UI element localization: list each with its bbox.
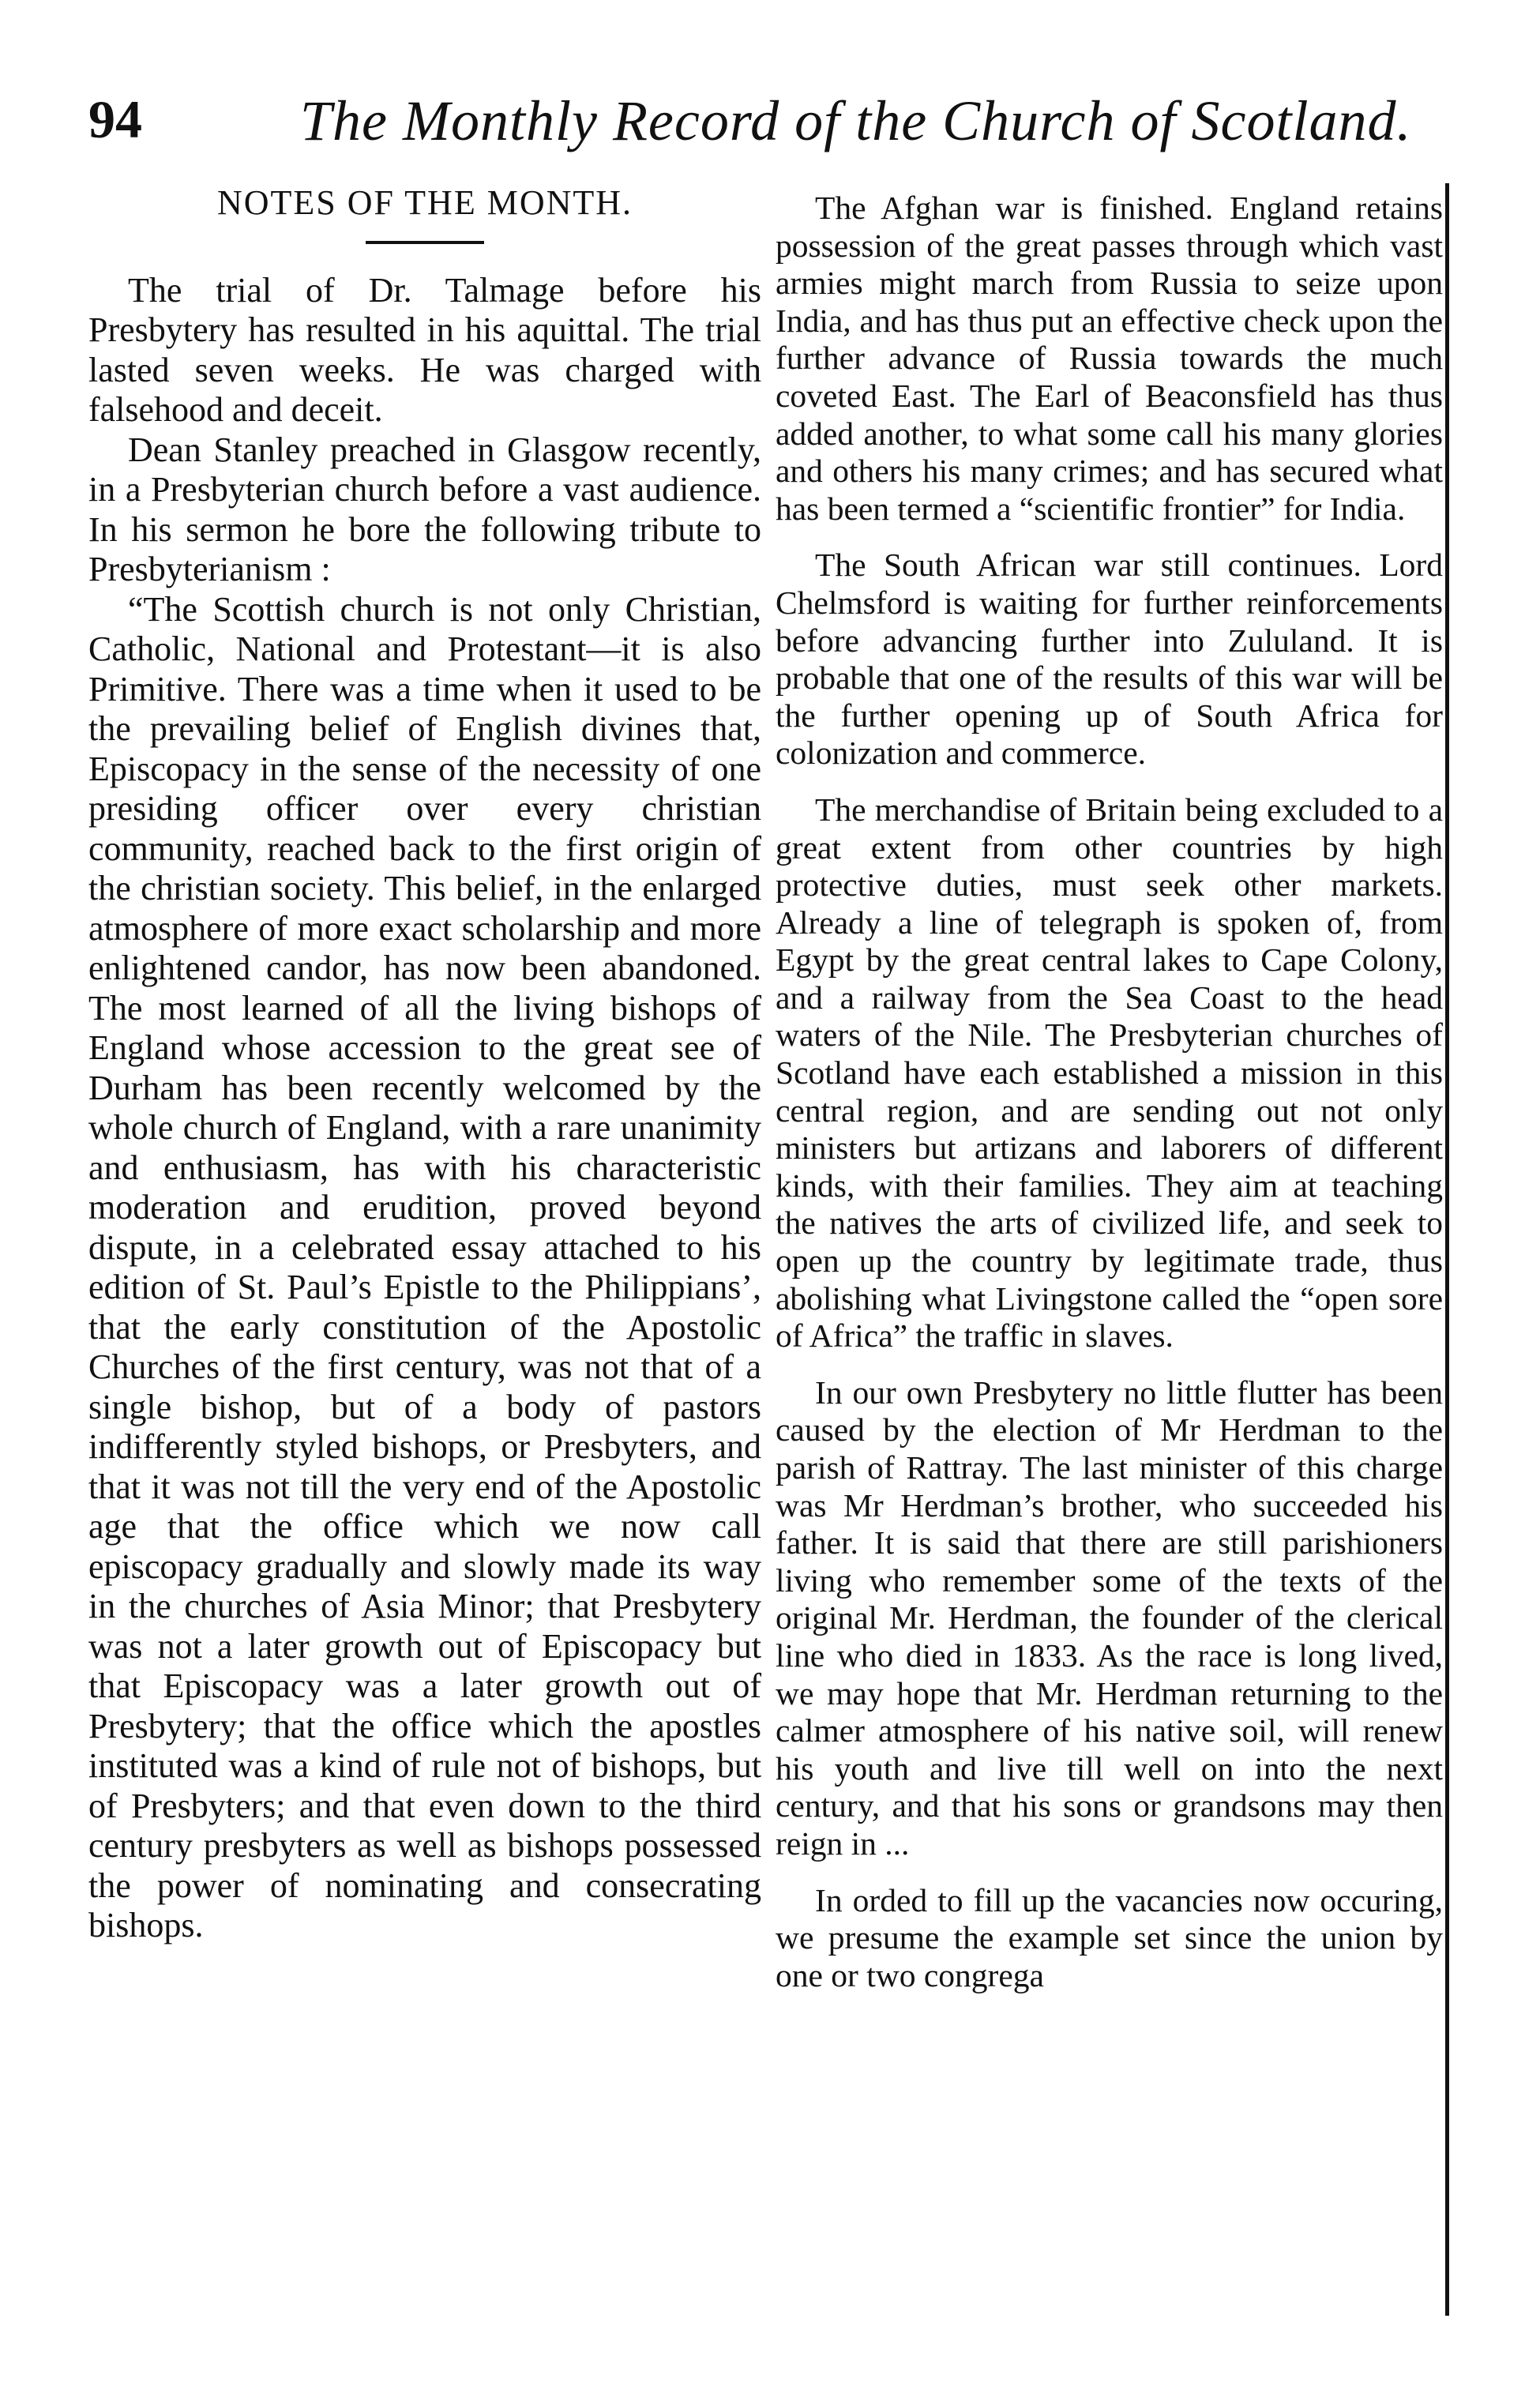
paragraph-talmage-trial: The trial of Dr. Talmage before his Presbytery has resulted in his aquittal. The trial lasted seven weeks. He was charged with falsehood and deceit. bbox=[88, 270, 761, 429]
paragraph-stanley-quote: “The Scottish church is not only Christian, Catholic, National and Protestant—it is also Primitive. There was a time when it used to be the prevailing belief of English divines that, Episcopacy in the sense of the necessity of one presiding officer over every christian community, reached back to the first origin of the christian society. This belief, in the enlarged atmosphere of more exact scholarship and more enlightened candor, has now been abandoned. The most learned of all the living bishops of England whose accession to the great see of Durham has been recently welcomed by the whole church of England, with a rare unanimity and enthusiasm, has with his characteristic moderation and erudition, proved beyond dispute, in a celebrated essay attached to his edition of St. Paul’s Epistle to the Philippians’, that the early constitution of the Apostolic Churches of the first century, was not that of a single bishop, but of a body of pastors indifferently styled bishops, or Presbyters, and that it was not till the very end of the Apostolic age that the office which we now call episcopacy gradually and slowly made its way in the churches of Asia Minor; that Presbytery was not a later growth out of Episcopacy but that Episcopacy was a later growth out of Presbytery; that the office which the apostles instituted was a kind of rule not of bishops, but of Presbyters; and that even down to the third century presbyters as well as bishops possessed the power of nominating and consecrating bishops. bbox=[88, 589, 761, 1944]
page-number: 94 bbox=[88, 89, 142, 149]
paragraph-rattray-election: In our own Presbytery no little flutter has been caused by the election of Mr Herdman to the parish of Rattray. The last minister of this charge was Mr Herdman’s brother, who succeeded his father. It is said that there are still parishioners living who remember some of the texts of the original Mr. Herdman, the founder of the clerical line who died in 1833. As the race is long lived, we may hope that Mr. Herdman returning to the calmer atmosphere of his native soil, will renew his youth and live till well on into the next century, and that his sons or grandsons may then reign in ... bbox=[776, 1373, 1443, 1862]
paragraph-dean-stanley: Dean Stanley preached in Glasgow recently, in a Presbyterian church before a vast audience. In his sermon he bore the following tribute to Presbyterianism : bbox=[88, 430, 761, 588]
right-column bbox=[776, 190, 1443, 1994]
paragraph-vacancies: In orded to fill up the vacancies now occuring, we presume the example set since the union by one or two congrega bbox=[776, 1881, 1443, 1993]
running-head bbox=[88, 88, 1447, 160]
paragraph-south-african-war: The South African war still continues. Lord Chelmsford is waiting for further reinforcements before advancing further into Zululand. It is probable that one of the results of this war will be the further opening up of South Africa for colonization and commerce. bbox=[776, 547, 1443, 772]
section-heading: NOTES OF THE MONTH. bbox=[216, 183, 633, 222]
paragraph-british-merchandise: The merchandise of Britain being excluded to a great extent from other countries by high protective duties, must seek other markets. Already a line of telegraph is spoken of, from Egypt by the great central lakes to Cape Colony, and a railway from the Sea Coast to the head waters of the Nile. The Presbyterian churches of Scotland have each established a mission in this central region, and are sending out not only ministers but artizans and laborers of different kinds, with their families. They aim at teaching the natives the arts of civilized life, and seek to open up the country by legitimate trade, thus abolishing what Livingstone called the “open sore of Africa” the traffic in slaves. bbox=[776, 791, 1443, 1355]
heading-divider bbox=[366, 241, 484, 244]
journal-title: The Monthly Record of the Church of Scotland. bbox=[300, 89, 1412, 152]
column-edge-rule bbox=[1445, 183, 1449, 2316]
paragraph-afghan-war: The Afghan war is finished. England retains possession of the great passes through which vast armies might march from Russia to seize upon India, and has thus put an effective check upon the further advance of Russia towards the much coveted East. The Earl of Beaconsfield has thus added another, to what some call his many glories and others his many crimes; and has secured what has been termed a “scientific frontier” for India. bbox=[776, 190, 1443, 527]
left-column bbox=[88, 183, 761, 1946]
